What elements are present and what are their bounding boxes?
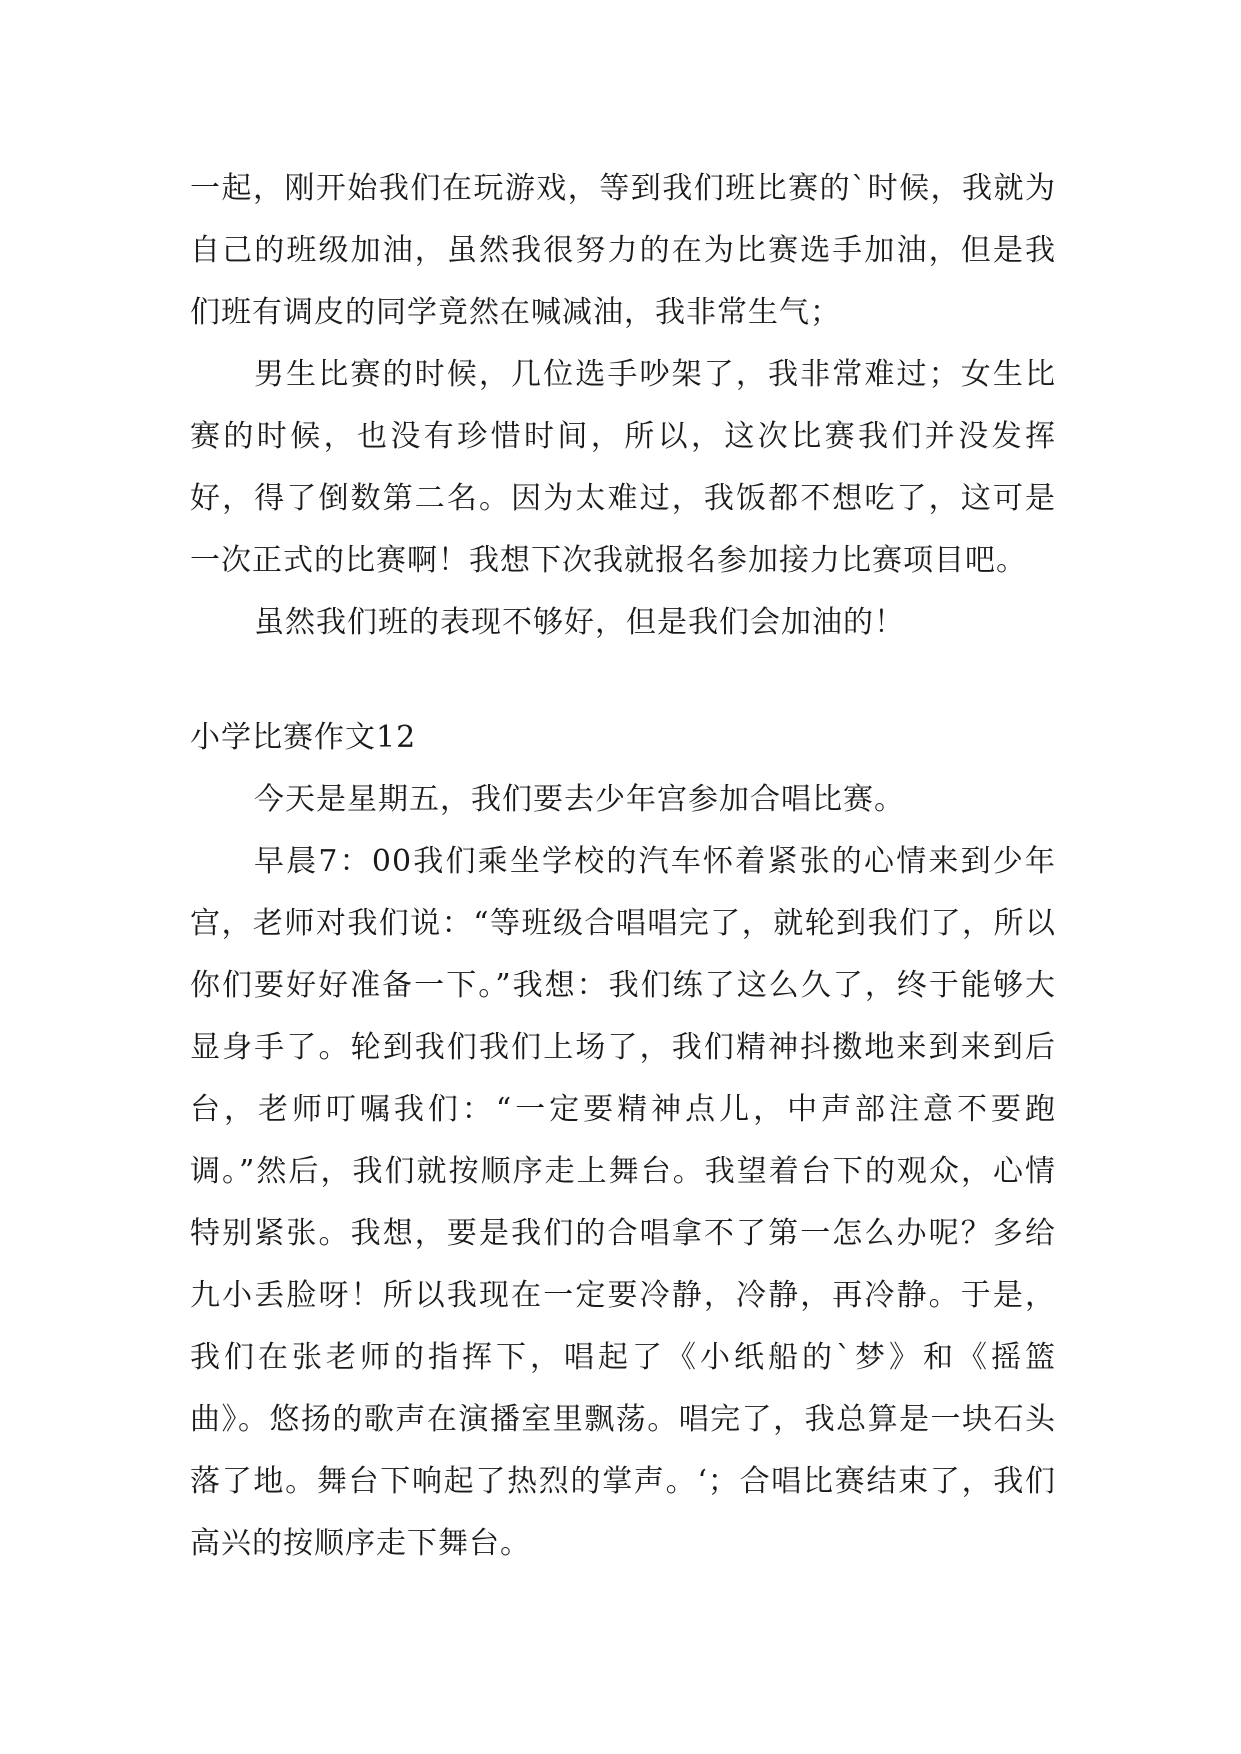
- paragraph-conclusion: 虽然我们班的表现不够好，但是我们会加油的！: [254, 605, 905, 640]
- paragraph-choir-competition: 早晨7：00我们乘坐学校的汽车怀着紧张的心情来到少年宫，老师对我们说：“等班级合唱唱完了，就轮到我们了，所以你们要好好准备一下。”我想：我们练了这么久了，终于能够大显身手了。轮到我们我们上场了，我们精神抖擞地来到来到后台，老师叮嘱我们：“一定要精神点儿，中声部注意不要跑调。”然后，我们就按顺序走上舞台。我望着台下的观众，心情特别紧张。我想，要是我们的合唱拿不了第一怎么办呢？多给九小丢脸呀！所以我现在一定要冷静，冷静，再冷静。于是，我们在张老师的指挥下，唱起了《小纸船的`梦》和《摇篮曲》。悠扬的歌声在演播室里飘荡。唱完了，我总算是一块石头落了地。舞台下响起了热烈的掌声。‘；合唱比赛结束了，我们高兴的按顺序走下舞台。: [190, 844, 1056, 1561]
- section-title: 小学比赛作文12: [190, 720, 417, 755]
- paragraph-intro: 今天是星期五，我们要去少年宫参加合唱比赛。: [254, 782, 905, 817]
- paragraph-continuation: 一起，刚开始我们在玩游戏，等到我们班比赛的`时候，我就为自己的班级加油，虽然我很努力的在为比赛选手加油，但是我们班有调皮的同学竟然在喊减油，我非常生气；: [190, 171, 1056, 330]
- paragraph-race-result: 男生比赛的时候，几位选手吵架了，我非常难过；女生比赛的时候，也没有珍惜时间，所以，这次比赛我们并没发挥好，得了倒数第二名。因为太难过，我饭都不想吃了，这可是一次正式的比赛啊！我想下次我就报名参加接力比赛项目吧。: [190, 357, 1056, 578]
- document-page: [190, 158, 1056, 1575]
